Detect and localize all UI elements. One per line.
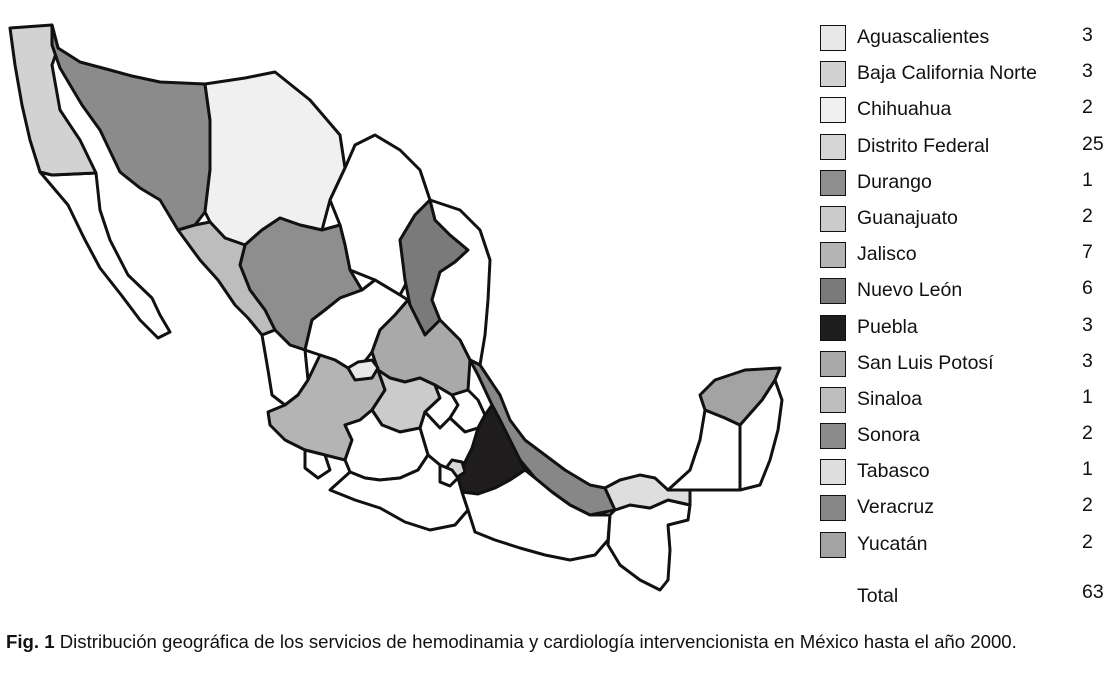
legend-swatch [820, 61, 846, 87]
legend-swatch [820, 97, 846, 123]
legend-item [820, 203, 1110, 239]
legend-total-value: 63 [1082, 580, 1104, 603]
legend-item [820, 384, 1110, 420]
legend-swatch [820, 134, 846, 160]
legend-state-label: Distrito Federal [857, 134, 990, 157]
legend-item [820, 456, 1110, 492]
legend-count-value: 2 [1082, 96, 1093, 119]
legend [820, 22, 1110, 607]
legend-count-value: 2 [1082, 494, 1093, 517]
legend-state-label: Nuevo León [857, 279, 963, 302]
legend-state-label: Jalisco [857, 243, 917, 266]
legend-swatch [820, 206, 846, 232]
legend-item [820, 420, 1110, 456]
legend-count-value: 25 [1082, 132, 1104, 155]
legend-total-row [820, 567, 1110, 607]
legend-swatch [820, 315, 846, 341]
state-chiapas [608, 500, 690, 590]
legend-state-label: Yucatán [857, 532, 928, 555]
legend-count-value: 2 [1082, 530, 1093, 553]
legend-state-label: San Luis Potosí [857, 351, 994, 374]
legend-state-label: Baja California Norte [857, 62, 1037, 85]
legend-item [820, 348, 1110, 384]
legend-item [820, 275, 1110, 311]
state-chihuahua [205, 72, 345, 245]
legend-swatch [820, 495, 846, 521]
legend-state-label: Sonora [857, 424, 920, 447]
legend-item [820, 492, 1110, 528]
legend-item [820, 239, 1110, 275]
legend-item [820, 22, 1110, 58]
legend-swatch [820, 387, 846, 413]
legend-swatch [820, 459, 846, 485]
legend-count-value: 3 [1082, 24, 1093, 46]
legend-state-label: Aguascalientes [857, 26, 990, 48]
legend-state-label: Tabasco [857, 460, 930, 483]
legend-count-value: 6 [1082, 277, 1093, 300]
legend-count-value: 2 [1082, 204, 1093, 227]
legend-count-value: 3 [1082, 60, 1093, 83]
legend-state-label: Guanajuato [857, 206, 958, 229]
legend-state-label: Durango [857, 170, 932, 193]
legend-swatch [820, 278, 846, 304]
legend-swatch [820, 242, 846, 268]
legend-total-label: Total [857, 584, 899, 607]
legend-swatch [820, 351, 846, 377]
legend-state-label: Sinaloa [857, 387, 923, 410]
legend-item [820, 312, 1110, 348]
legend-swatch [820, 532, 846, 558]
legend-count-value: 1 [1082, 458, 1093, 481]
legend-swatch [820, 423, 846, 449]
legend-count-value: 1 [1082, 168, 1093, 191]
caption-text: Distribución geográfica de los servicios de hemodinamia y cardiología intervencionista en México hasta el año 2000. [59, 631, 1017, 652]
legend-swatch [820, 170, 846, 196]
legend-item [820, 167, 1110, 203]
legend-item [820, 131, 1110, 167]
figure-caption [6, 631, 1106, 652]
legend-state-label: Veracruz [857, 496, 934, 519]
legend-count-value: 1 [1082, 385, 1093, 408]
legend-state-label: Puebla [857, 315, 918, 338]
legend-state-label: Chihuahua [857, 98, 952, 121]
figure-number: Fig. 1 [6, 631, 55, 652]
state-baja-california-sur [40, 172, 170, 338]
legend-swatch [820, 25, 846, 51]
legend-item [820, 94, 1110, 130]
legend-count-value: 3 [1082, 349, 1093, 372]
state-colima [305, 450, 330, 478]
legend-item [820, 529, 1110, 565]
legend-count-value: 3 [1082, 313, 1093, 336]
state-campeche [668, 410, 740, 490]
legend-item [820, 58, 1110, 94]
legend-count-value: 2 [1082, 422, 1093, 445]
legend-count-value: 7 [1082, 241, 1093, 264]
